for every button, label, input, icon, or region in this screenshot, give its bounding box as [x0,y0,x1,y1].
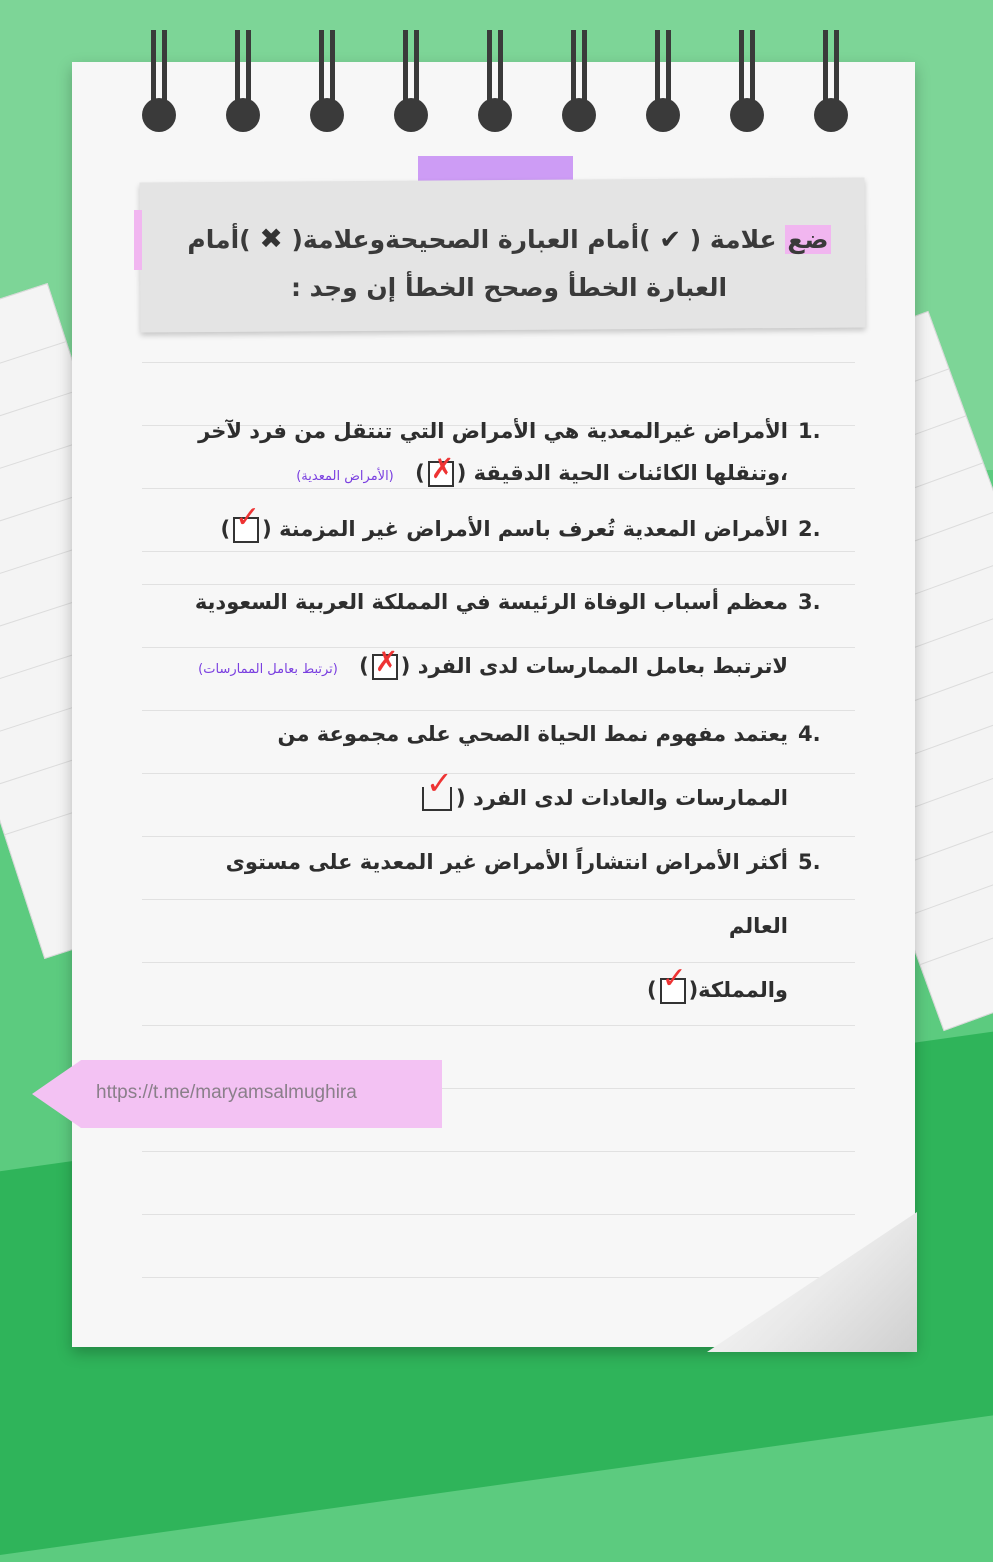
correction-note: (الأمراض المعدية) [296,469,394,484]
binder-ring [814,30,848,132]
question-number: 2. [798,517,821,541]
right-mark-icon[interactable] [233,517,259,543]
binder-ring [478,30,512,132]
instruction-line-1: ضع علامة ( ✔ )أمام العبارة الصحيحةوعلامة( ✖ )أمام [150,215,868,264]
binder-ring [646,30,680,132]
binder-ring [142,30,176,132]
correction-note: (ترتبط بعامل الممارسات) [198,662,338,677]
instruction-line-2: العبارة الخطأ وصحح الخطأ إن وجد : [290,273,728,302]
highlight-word: ضع [787,225,829,254]
right-mark-icon[interactable] [422,787,452,811]
binder-ring [226,30,260,132]
binder-ring [562,30,596,132]
binder-ring [394,30,428,132]
check-icon: ✔ [659,225,682,255]
question-item: 1. الأمراض غيرالمعدية هي الأمراض التي تنتقل من فرد لآخر ،وتنقلها الكائنات الحية الدقيقة (✗) (الأمراض المعدية) [160,410,840,498]
right-mark-icon[interactable] [660,978,686,1004]
question-item: 3. معظم أسباب الوفاة الرئيسة في المملكة العربية السعودية لاترتبط بعامل الممارسات لدى الفرد (✗) (ترتبط بعامل الممارسات) [160,570,840,702]
question-item: 5. أكثر الأمراض انتشاراً الأمراض غير المعدية على مستوى العالم والمملكة(✓) [160,830,840,1022]
question-number: 4. [798,722,821,746]
wrong-mark-icon[interactable] [372,654,398,680]
question-list [160,410,840,1022]
instruction-text [150,215,868,312]
wrong-mark-icon[interactable] [428,461,454,487]
binder-ring [310,30,344,132]
page-curl [707,1212,917,1352]
question-number: 5. [798,850,821,874]
question-number: 1. [798,419,821,443]
question-item: 4. يعتمد مفهوم نمط الحياة الصحي على مجموعة من الممارسات والعادات لدى الفرد (✓ [160,702,840,830]
question-number: 3. [798,590,821,614]
telegram-link[interactable]: https://t.me/maryamsalmughira [96,1082,357,1103]
binder-ring [730,30,764,132]
x-icon: ✖ [259,222,283,255]
highlight-mark [134,210,142,270]
question-item: 2. الأمراض المعدية تُعرف باسم الأمراض غير المزمنة (✓) [160,508,840,550]
